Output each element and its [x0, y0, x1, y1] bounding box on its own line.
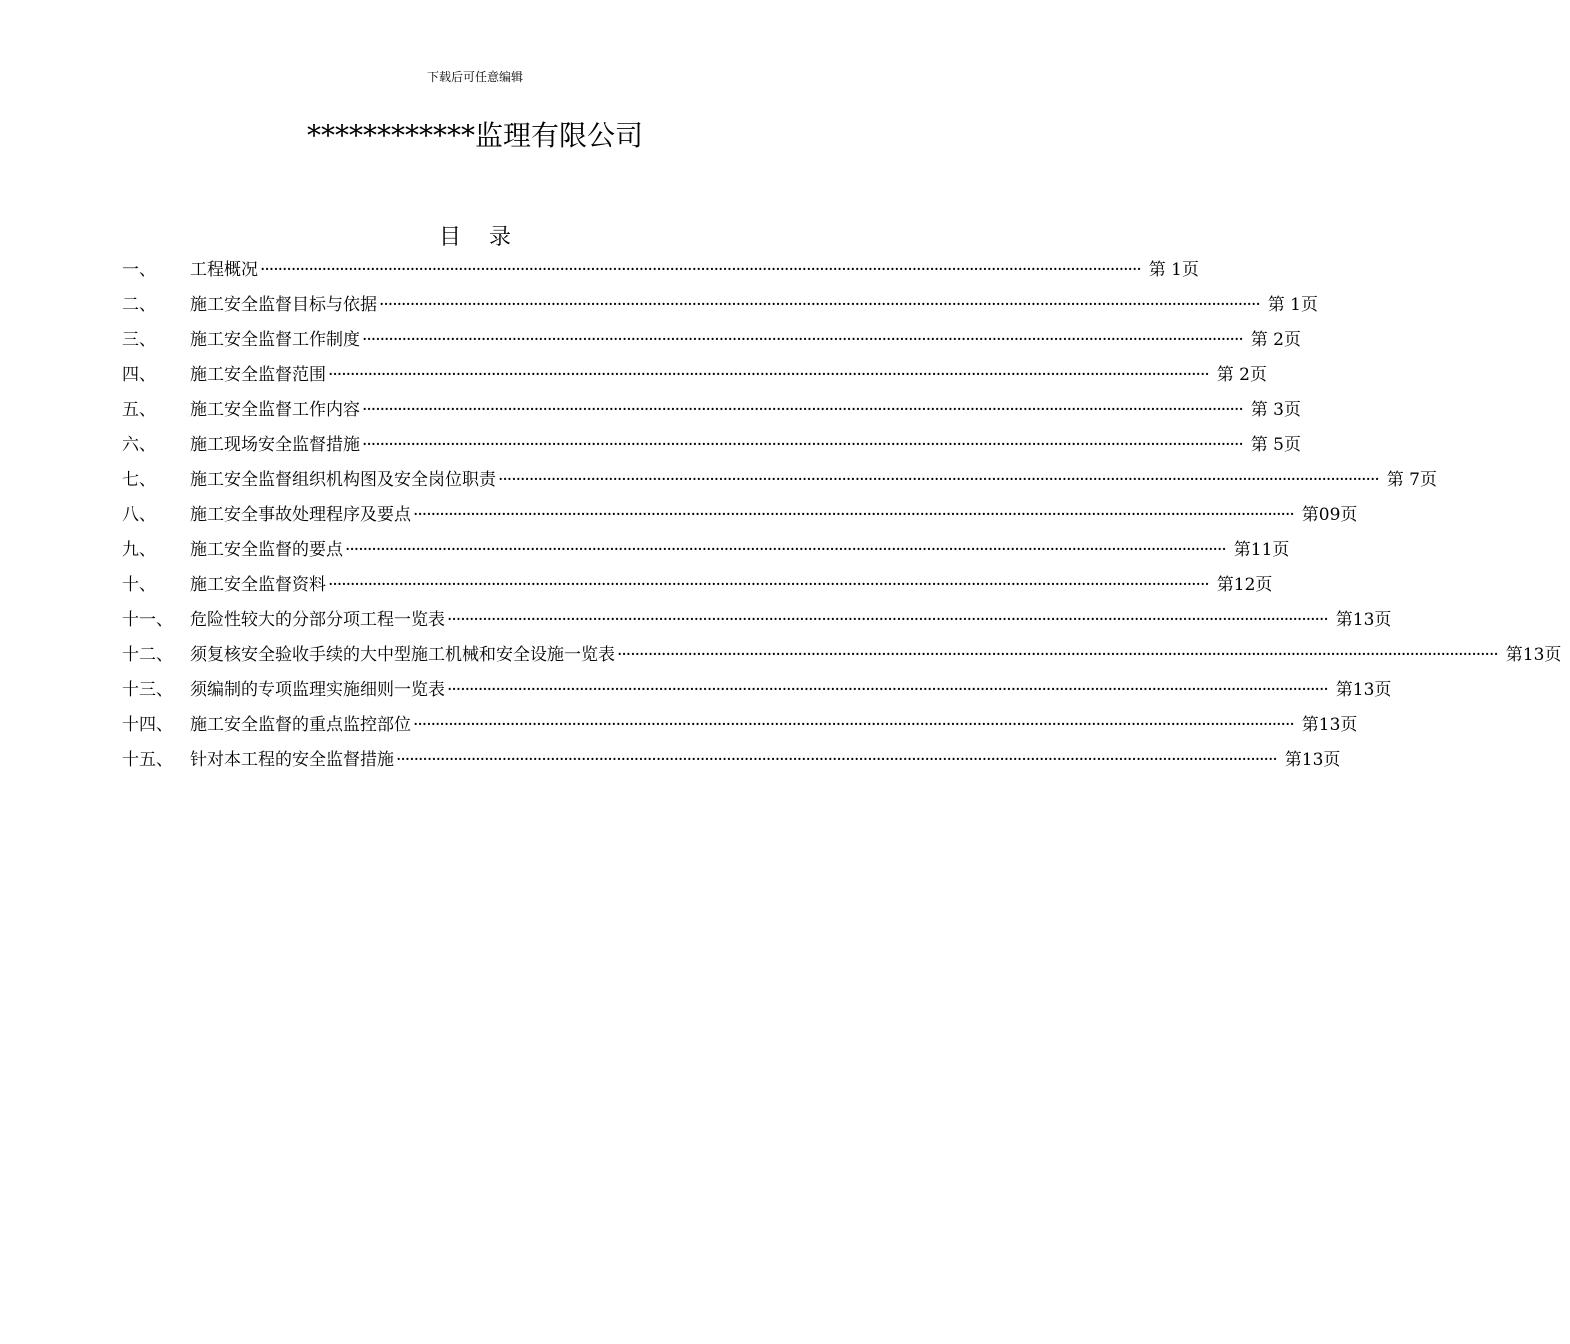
- company-name: ************监理有限公司: [306, 119, 643, 152]
- toc-entry-page: 第13页: [1335, 680, 1392, 700]
- toc-leader-dots: ········································································································································································································: [362, 330, 1243, 350]
- toc-entry-page: 第 1页: [1267, 295, 1318, 315]
- toc-entry-number: 十四、: [122, 715, 173, 735]
- toc-leader-dots: ········································································································································································································: [617, 645, 1498, 665]
- toc-entry[interactable]: [122, 571, 1273, 606]
- toc-entry[interactable]: [122, 641, 1562, 676]
- toc-entry-number: 七、: [122, 470, 156, 490]
- toc-entry-title: 危险性较大的分部分项工程一览表: [190, 610, 445, 630]
- toc-entry-title: 施工现场安全监督措施: [190, 435, 360, 455]
- toc-entry-page: 第09页: [1301, 505, 1358, 525]
- toc-title: [0, 220, 950, 251]
- toc-entry-number: 十五、: [122, 750, 173, 770]
- toc-leader-dots: ········································································································································································································: [345, 540, 1226, 560]
- toc-entry-page: 第13页: [1301, 715, 1358, 735]
- toc-leader-dots: ········································································································································································································: [328, 365, 1209, 385]
- toc-entry[interactable]: [122, 746, 1341, 781]
- toc-entry[interactable]: [122, 326, 1301, 361]
- toc-leader-dots: ········································································································································································································: [379, 295, 1260, 315]
- toc-entry-number: 三、: [122, 330, 156, 350]
- toc-entry-number: 二、: [122, 295, 156, 315]
- header-note: 下载后可任意编辑: [426, 70, 523, 84]
- toc-entry-title: 施工安全监督的要点: [190, 540, 343, 560]
- toc-entry-page: 第13页: [1335, 610, 1392, 630]
- toc-leader-dots: ········································································································································································································: [413, 715, 1294, 735]
- toc-entry[interactable]: [122, 676, 1392, 711]
- toc-entry-title: 施工安全监督工作内容: [190, 400, 360, 420]
- toc-entry-number: 十一、: [122, 610, 173, 630]
- toc-leader-dots: ········································································································································································································: [260, 260, 1141, 280]
- toc-entry-title: 针对本工程的安全监督措施: [190, 750, 394, 770]
- toc-entry-page: 第 3页: [1250, 400, 1301, 420]
- toc-leader-dots: ········································································································································································································: [396, 750, 1277, 770]
- toc-title-char-2: 录: [489, 225, 512, 250]
- toc-entry-number: 一、: [122, 260, 156, 280]
- toc-entry-page: 第 2页: [1216, 365, 1267, 385]
- toc-entry-page: 第 2页: [1250, 330, 1301, 350]
- toc-entry-title: 工程概况: [190, 260, 258, 280]
- table-of-contents: [122, 256, 1562, 781]
- toc-entry-number: 十、: [122, 575, 156, 595]
- toc-entry-page: 第 5页: [1250, 435, 1301, 455]
- toc-leader-dots: ········································································································································································································: [447, 680, 1328, 700]
- toc-entry-page: 第 1页: [1148, 260, 1199, 280]
- toc-entry-number: 十二、: [122, 645, 173, 665]
- toc-entry-number: 六、: [122, 435, 156, 455]
- toc-entry[interactable]: [122, 711, 1358, 746]
- toc-entry[interactable]: [122, 536, 1290, 571]
- toc-entry-title: 施工安全监督资料: [190, 575, 326, 595]
- toc-entry-page: 第12页: [1216, 575, 1273, 595]
- toc-entry-title: 施工安全监督目标与依据: [190, 295, 377, 315]
- toc-entry-number: 八、: [122, 505, 156, 525]
- toc-entry-number: 五、: [122, 400, 156, 420]
- toc-leader-dots: ········································································································································································································: [328, 575, 1209, 595]
- toc-title-char-1: 目: [438, 225, 461, 250]
- toc-leader-dots: ········································································································································································································: [362, 400, 1243, 420]
- toc-entry-page: 第13页: [1284, 750, 1341, 770]
- toc-entry[interactable]: [122, 606, 1392, 641]
- toc-entry-page: 第13页: [1505, 645, 1562, 665]
- toc-entry[interactable]: [122, 256, 1199, 291]
- toc-entry[interactable]: [122, 396, 1301, 431]
- toc-entry-number: 四、: [122, 365, 156, 385]
- toc-entry-page: 第11页: [1233, 540, 1290, 560]
- toc-leader-dots: ········································································································································································································: [413, 505, 1294, 525]
- toc-entry[interactable]: [122, 431, 1301, 466]
- toc-entry-title: 须复核安全验收手续的大中型施工机械和安全设施一览表: [190, 645, 615, 665]
- toc-entry-title: 施工安全监督的重点监控部位: [190, 715, 411, 735]
- toc-entry-title: 施工安全监督工作制度: [190, 330, 360, 350]
- toc-leader-dots: ········································································································································································································: [362, 435, 1243, 455]
- toc-entry-title: 施工安全监督范围: [190, 365, 326, 385]
- toc-entry-page: 第 7页: [1386, 470, 1437, 490]
- toc-entry-number: 九、: [122, 540, 156, 560]
- toc-entry-number: 十三、: [122, 680, 173, 700]
- toc-entry[interactable]: [122, 501, 1358, 536]
- toc-entry[interactable]: [122, 291, 1318, 326]
- toc-entry-title: 施工安全事故处理程序及要点: [190, 505, 411, 525]
- toc-entry[interactable]: [122, 361, 1267, 396]
- toc-entry-title: 须编制的专项监理实施细则一览表: [190, 680, 445, 700]
- toc-entry-title: 施工安全监督组织机构图及安全岗位职责: [190, 470, 496, 490]
- toc-leader-dots: ········································································································································································································: [447, 610, 1328, 630]
- toc-leader-dots: ········································································································································································································: [498, 470, 1379, 490]
- toc-entry[interactable]: [122, 466, 1437, 501]
